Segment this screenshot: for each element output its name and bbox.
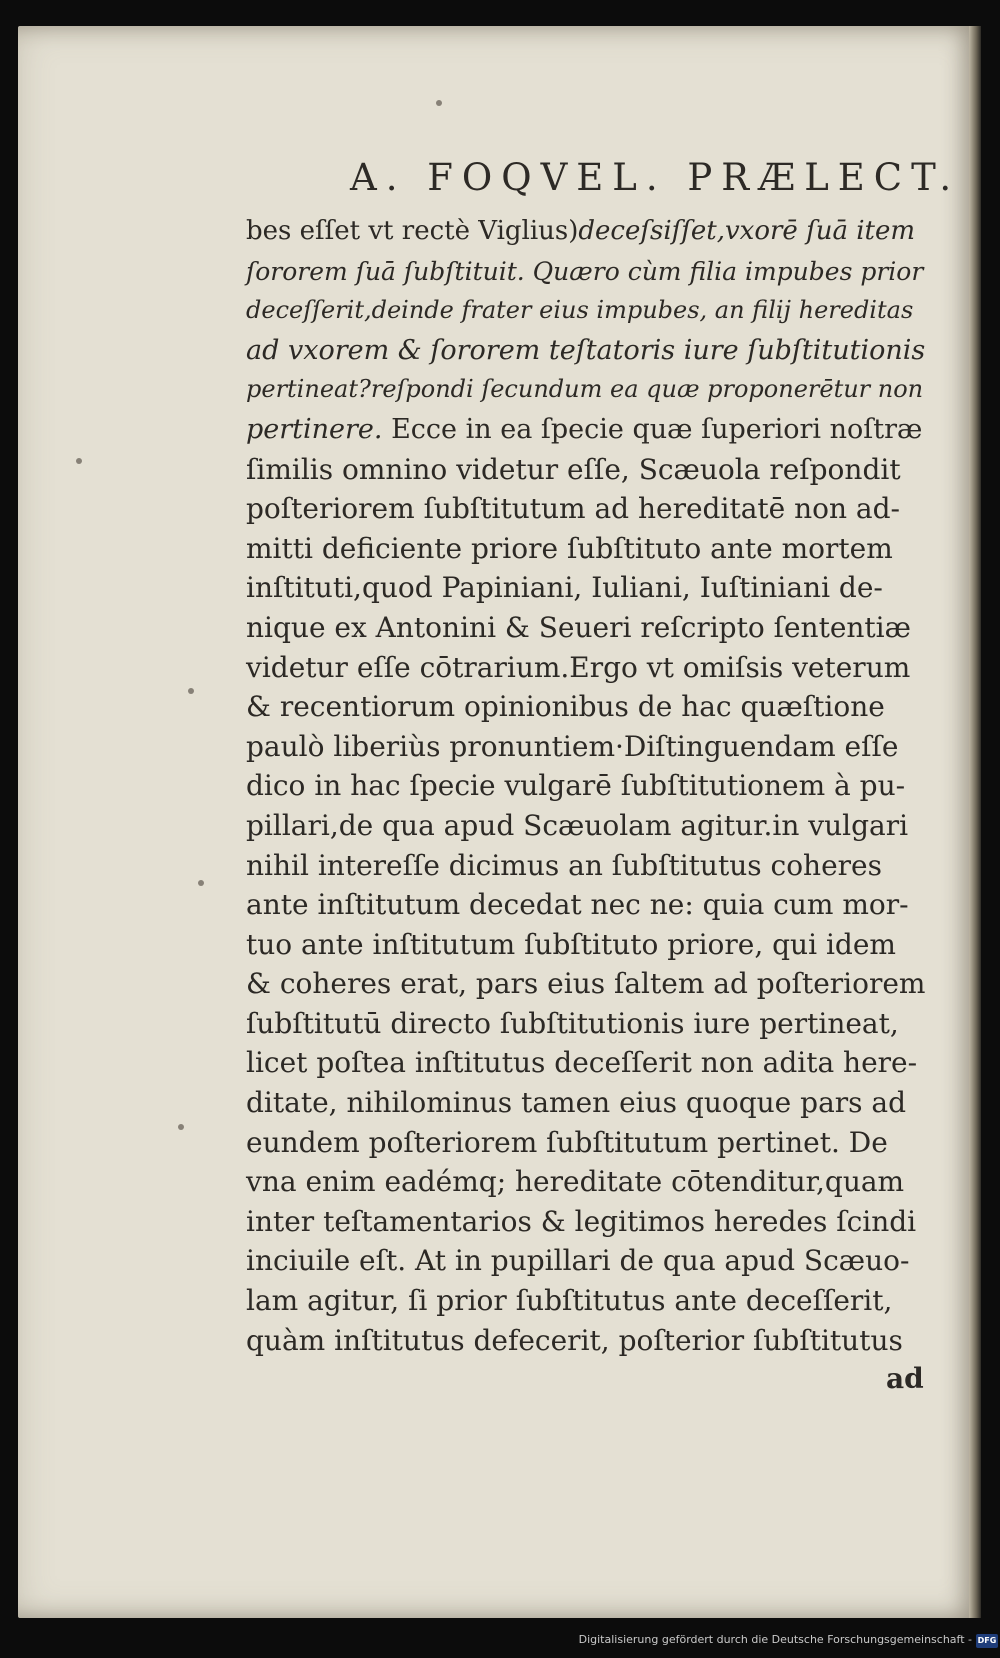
ink-speck — [436, 100, 442, 106]
text-line — [246, 1162, 926, 1202]
line-roman-text: mitti deficiente priore ſubſtituto ante mortem — [246, 531, 893, 565]
text-line — [246, 370, 926, 410]
line-italic-text: ad vxorem & ſororem teſtatoris iure ſubſtitutionis — [246, 334, 926, 366]
line-roman-text: videtur eſſe cōtrarium.Ergo vt omiſsis veterum — [246, 650, 911, 684]
text-line — [246, 450, 926, 490]
text-line — [246, 212, 926, 252]
line-roman-text: quàm inſtitutus defecerit, poſterior ſubſtitutus — [246, 1323, 903, 1357]
line-roman-text: ditate, nihilominus tamen eius quoque pars ad — [246, 1086, 907, 1120]
dfg-logo: DFG — [976, 1634, 998, 1648]
page-edge-shadow — [969, 26, 981, 1618]
line-roman-text: nique ex Antonini & Seueri reſcripto ſententiæ — [246, 610, 911, 644]
text-line — [246, 1241, 926, 1281]
text-line — [246, 806, 926, 846]
line-italic-text: pertinere. — [246, 413, 383, 445]
line-italic-text: pertineat?reſpondi ſecundum ea quæ proponerētur non — [246, 375, 924, 404]
line-roman-text: ante inſtitutum decedat nec ne: quia cum mor- — [246, 888, 909, 922]
text-line — [246, 766, 926, 806]
text-line — [246, 608, 926, 648]
text-line — [246, 568, 926, 608]
text-line — [246, 846, 926, 886]
text-line — [246, 964, 926, 1004]
text-line — [246, 489, 926, 529]
ink-speck — [178, 1124, 184, 1130]
line-roman-text: ſubſtitutū directo ſubſtitutionis iure pertineat, — [246, 1006, 899, 1040]
text-line — [246, 252, 926, 292]
text-line — [246, 331, 926, 371]
ink-speck — [198, 880, 204, 886]
text-line — [246, 410, 926, 450]
text-line — [246, 1321, 926, 1361]
text-line — [246, 925, 926, 965]
line-italic-text: ſororem ſuā ſubſtituit. Quæro cùm filia impubes prior — [246, 256, 924, 286]
text-line — [246, 1202, 926, 1242]
text-line — [246, 1083, 926, 1123]
footer-bar — [0, 1618, 1000, 1658]
line-roman-text: lam agitur, ſi prior ſubſtitutus ante deceſſerit, — [246, 1284, 893, 1318]
text-line — [246, 1004, 926, 1044]
line-roman-text: & coheres erat, pars eius ſaltem ad poſteriorem — [246, 967, 926, 1001]
line-italic-text: deceſſerit,deinde frater eius impubes, an filij hereditas — [246, 296, 914, 325]
line-roman-text: tuo ante inſtitutum ſubſtituto priore, qui idem — [246, 927, 896, 961]
line-roman-text: inſtituti,quod Papiniani, Iuliani, Iuſtiniani de- — [246, 571, 883, 605]
line-roman-text: pillari,de qua apud Scæuolam agitur.in vulgari — [246, 808, 909, 842]
text-line — [246, 648, 926, 688]
text-line — [246, 885, 926, 925]
footer-credit: Digitalisierung gefördert durch die Deutsche Forschungsgemeinschaft - — [578, 1633, 972, 1646]
text-line — [246, 687, 926, 727]
line-roman-text: nihil intereſſe dicimus an ſubſtitutus coheres — [246, 848, 882, 882]
running-head: A. FOQVEL. PRÆLECT. — [350, 156, 961, 199]
body-text — [246, 212, 926, 1360]
catchword: ad — [886, 1362, 924, 1395]
text-line — [246, 291, 926, 331]
text-line — [246, 529, 926, 569]
text-line — [246, 1281, 926, 1321]
ink-speck — [76, 458, 82, 464]
text-line — [246, 1043, 926, 1083]
line-roman-text: eundem poſteriorem ſubſtitutum pertinet. De — [246, 1125, 888, 1159]
line-roman-text: vna enim eadémq; hereditate cōtenditur,quam — [246, 1165, 905, 1199]
line-roman-text: Ecce in ea ſpecie quæ ſuperiori noſtræ — [391, 413, 923, 445]
book-page — [18, 26, 981, 1618]
text-line — [246, 1123, 926, 1163]
line-roman-text: & recentiorum opinionibus de hac quæſtione — [246, 690, 885, 724]
line-roman-text: ſimilis omnino videtur eſſe, Scæuola reſpondit — [246, 452, 901, 486]
ink-speck — [188, 688, 194, 694]
line-italic-text: deceſsiſſet,vxorē ſuā item — [578, 216, 916, 246]
text-line — [246, 727, 926, 767]
line-roman-text: poſteriorem ſubſtitutum ad hereditatē non ad- — [246, 492, 901, 526]
line-roman-text: licet poſtea inſtitutus deceſſerit non adita here- — [246, 1046, 918, 1080]
line-roman-text: bes eſſet vt rectè Viglius) — [246, 216, 579, 246]
line-roman-text: dico in hac ſpecie vulgarē ſubſtitutionem à pu- — [246, 769, 906, 803]
line-roman-text: inciuile eſt. At in pupillari de qua apud Scæuo- — [246, 1244, 910, 1278]
line-roman-text: paulò liberiùs pronuntiem·Diſtinguendam eſſe — [246, 729, 899, 763]
line-roman-text: inter teſtamentarios & legitimos heredes ſcindi — [246, 1204, 917, 1238]
